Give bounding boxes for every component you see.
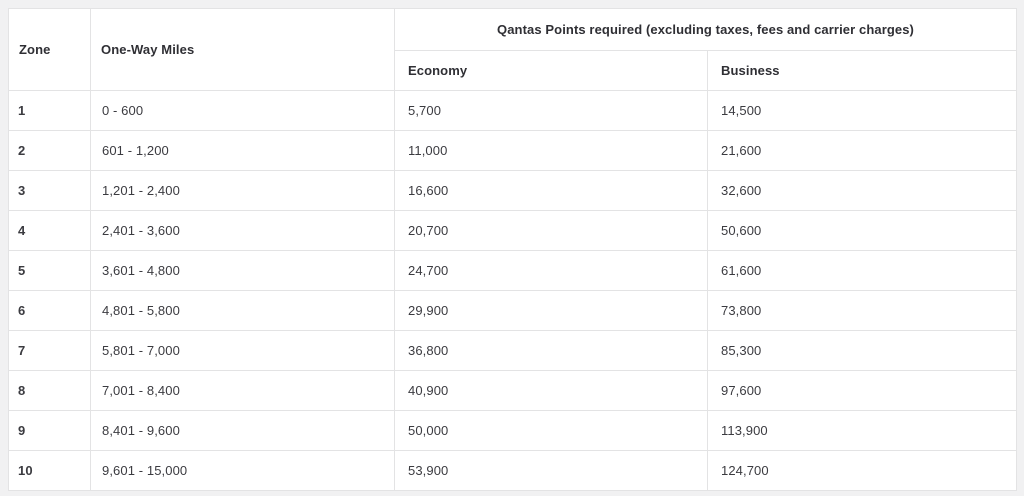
zone-cell: 2 (9, 131, 91, 171)
zone-cell: 8 (9, 371, 91, 411)
economy-cell: 24,700 (395, 251, 708, 291)
column-header-business: Business (708, 51, 1017, 91)
business-cell: 73,800 (708, 291, 1017, 331)
business-cell: 113,900 (708, 411, 1017, 451)
table-row (9, 331, 1017, 371)
business-cell: 32,600 (708, 171, 1017, 211)
zone-cell: 1 (9, 91, 91, 131)
points-table-container (8, 8, 1016, 491)
economy-cell: 29,900 (395, 291, 708, 331)
zone-cell: 9 (9, 411, 91, 451)
miles-cell: 0 - 600 (91, 91, 395, 131)
miles-cell: 7,001 - 8,400 (91, 371, 395, 411)
miles-cell: 9,601 - 15,000 (91, 451, 395, 491)
miles-cell: 5,801 - 7,000 (91, 331, 395, 371)
miles-cell: 2,401 - 3,600 (91, 211, 395, 251)
business-cell: 14,500 (708, 91, 1017, 131)
economy-cell: 40,900 (395, 371, 708, 411)
table-row (9, 171, 1017, 211)
business-cell: 61,600 (708, 251, 1017, 291)
zone-cell: 10 (9, 451, 91, 491)
economy-cell: 36,800 (395, 331, 708, 371)
miles-cell: 4,801 - 5,800 (91, 291, 395, 331)
table-header (9, 9, 1017, 91)
zone-cell: 7 (9, 331, 91, 371)
miles-cell: 3,601 - 4,800 (91, 251, 395, 291)
miles-cell: 601 - 1,200 (91, 131, 395, 171)
zone-cell: 4 (9, 211, 91, 251)
economy-cell: 11,000 (395, 131, 708, 171)
economy-cell: 5,700 (395, 91, 708, 131)
business-cell: 21,600 (708, 131, 1017, 171)
table-row (9, 211, 1017, 251)
economy-cell: 20,700 (395, 211, 708, 251)
table-row (9, 251, 1017, 291)
qantas-points-table (8, 8, 1017, 491)
column-header-points-group: Qantas Points required (excluding taxes, fees and carrier charges) (395, 9, 1017, 51)
economy-cell: 16,600 (395, 171, 708, 211)
table-row (9, 371, 1017, 411)
zone-cell: 6 (9, 291, 91, 331)
business-cell: 97,600 (708, 371, 1017, 411)
column-header-one-way-miles: One-Way Miles (91, 9, 395, 91)
header-row-group (9, 9, 1017, 51)
table-row (9, 91, 1017, 131)
table-row (9, 291, 1017, 331)
economy-cell: 53,900 (395, 451, 708, 491)
miles-cell: 8,401 - 9,600 (91, 411, 395, 451)
miles-cell: 1,201 - 2,400 (91, 171, 395, 211)
zone-cell: 3 (9, 171, 91, 211)
business-cell: 85,300 (708, 331, 1017, 371)
business-cell: 50,600 (708, 211, 1017, 251)
column-header-economy: Economy (395, 51, 708, 91)
zone-cell: 5 (9, 251, 91, 291)
table-body (9, 91, 1017, 491)
business-cell: 124,700 (708, 451, 1017, 491)
table-row (9, 411, 1017, 451)
economy-cell: 50,000 (395, 411, 708, 451)
column-header-zone: Zone (9, 9, 91, 91)
table-row (9, 131, 1017, 171)
table-row (9, 451, 1017, 491)
